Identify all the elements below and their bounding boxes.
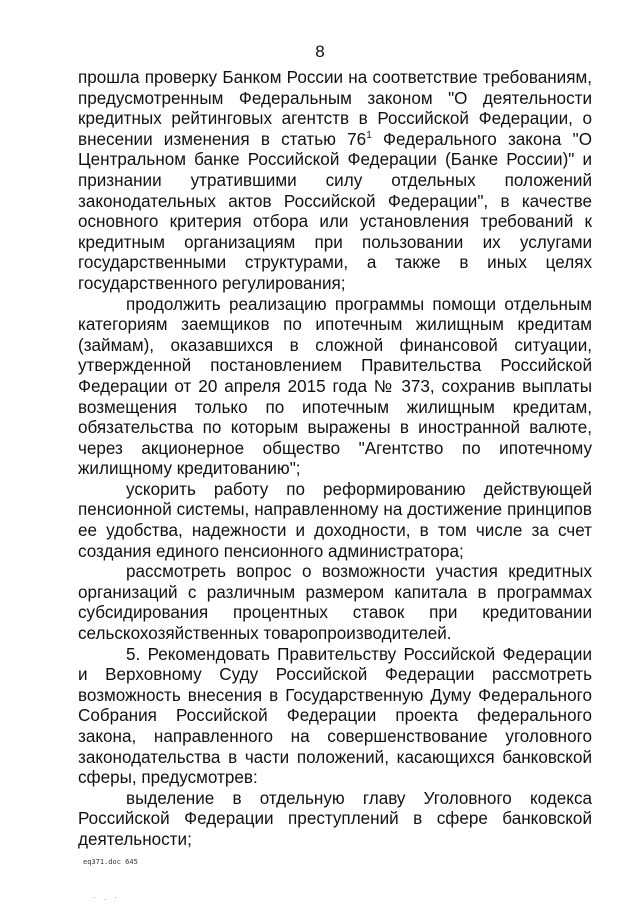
paragraph-criminal-code: выделение в отдельную главу Уголовного кодекса Российской Федерации преступлений в сфере банковской деятельности;: [78, 788, 592, 849]
paragraph-recommendation-5: 5. Рекомендовать Правительству Российской Федерации и Верховному Суду Российской Федерации рассмотреть возможность внесения в Государственную Думу Федерального Собрания Российской Федерации проекта федерального закона, направленного на совершенствование уголовного законодательства в части положений, касающихся банковской сферы, предусмотрев:: [78, 644, 592, 788]
page-number: 8: [315, 42, 325, 61]
paragraph-continuation: [78, 68, 592, 295]
paragraph-agricultural-credit: рассмотреть вопрос о возможности участия кредитных организаций с различным размером капитала в программах субсидирования процентных ставок при кредитовании сельскохозяйственных товаропроизводителей.: [78, 562, 592, 644]
paragraph-text: прошла проверку Банком России на соответствие требованиям, предусмотренным Федеральным законом "О деятельности кредитных рейтинговых агентств в Российской Федерации, о внесении изменения в статью 76: [78, 68, 592, 149]
document-body: [78, 68, 592, 851]
footer-file-code: eq371.doc 645: [83, 858, 138, 866]
paragraph-mortgage-program: продолжить реализацию программы помощи отдельным категориям заемщиков по ипотечным жилищным кредитам (займам), оказавшихся в сложной финансовой ситуации, утвержденной постановлением Правительства Российской Федерации от 20 апреля 2015 года № 373, сохранив выплаты возмещения только по ипотечным жилищным кредитам, обязательства по которым выражены в иностранной валюте, через акционерное общество "Агентство по ипотечному жилищному кредитованию";: [78, 294, 592, 479]
scan-marks: · . ·: [93, 893, 120, 902]
paragraph-text: Федерального закона "О Центральном банке Российской Федерации (Банке России)" и признании утратившими силу отдельных положений законодательных актов Российской Федерации", в качестве основного критерия отбора или установления требований к кредитным организациям при пользовании их услугами государственными структурами, а также в иных целях государственного регулирования;: [78, 129, 592, 293]
paragraph-pension-reform: ускорить работу по реформированию действующей пенсионной системы, направленному на достижение принципов ее удобства, надежности и доходности, в том числе за счет создания единого пенсионного администратора;: [78, 479, 592, 561]
superscript: 1: [366, 129, 372, 141]
